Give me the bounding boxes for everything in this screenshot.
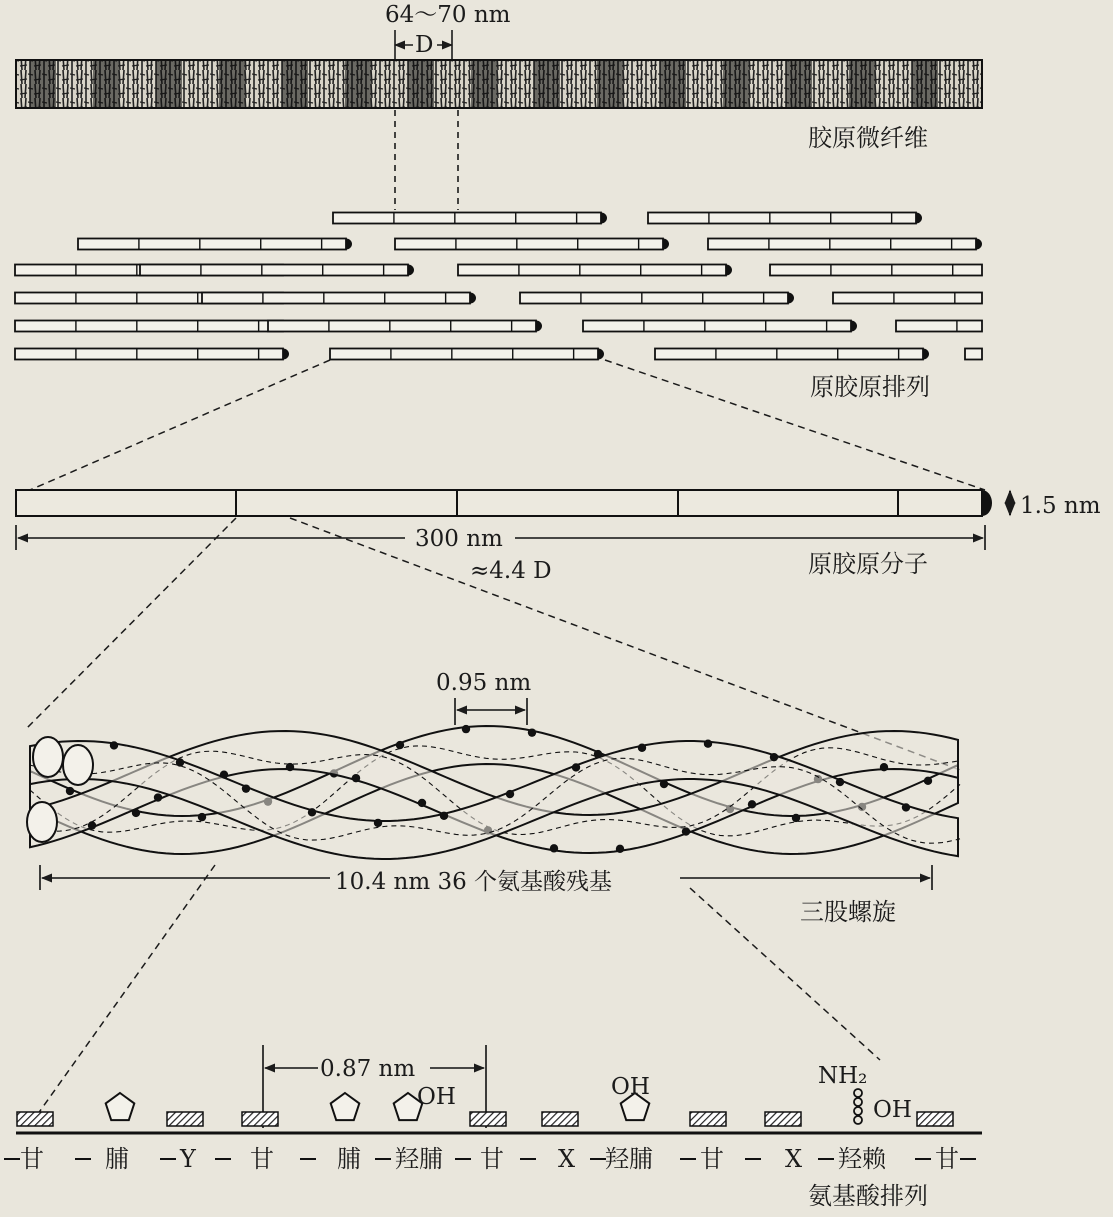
residue-dot [770,753,778,761]
molecule-head [923,349,929,360]
zoom-line-left-1 [30,360,330,490]
lysine-chain-link [854,1116,862,1124]
molecule-section [16,490,1101,770]
residue-dot [704,740,712,748]
tropocollagen-molecule [202,293,476,304]
label-molecule: 原胶原分子 [808,550,928,578]
side-chain-small [765,1112,801,1126]
tropocollagen-molecule [648,213,922,224]
microfibril-section [16,2,982,210]
residue-dot [880,763,888,771]
side-chain-small [690,1112,726,1126]
molecule-head [346,239,352,250]
molecule-outline [333,213,601,224]
side-chain-small [167,1112,203,1126]
residue-dot [198,813,206,821]
helix-end-cap [33,737,63,777]
residue-dot [682,827,690,835]
molecule-head [470,293,476,304]
microfibril-dark-band [786,61,812,107]
lysine-chain-link [854,1098,862,1106]
side-chain-small [470,1112,506,1126]
residue-7: X [558,1145,576,1173]
side-group-oh-2: OH [611,1074,650,1100]
arrangement-section [15,213,985,491]
molecule-outline [833,293,982,304]
residue-10: X [785,1145,803,1173]
residue-2: Y [180,1145,196,1173]
residue-dot [176,758,184,766]
sequence-section [4,1045,982,1210]
residue-dot [352,774,360,782]
residue-dot [748,800,756,808]
residue-5: 羟脯 [395,1145,443,1173]
residue-9: 甘 [700,1145,724,1173]
molecule-end-cap [982,490,992,516]
lysine-chain-link [854,1107,862,1115]
residue-rise-value: 0.95 nm [436,670,532,696]
microfibril-dark-band [534,61,560,107]
tropocollagen-molecule [395,239,669,250]
side-group-nh2: NH₂ [818,1063,868,1089]
molecule-outline [15,349,283,360]
residue-dot [242,784,250,792]
molecule-outline [965,349,982,360]
tropocollagen-molecule [833,293,982,304]
residue-dot [374,819,382,827]
side-group-oh-3: OH [873,1097,912,1123]
period-symbol: D [415,32,434,58]
tropocollagen-molecule [708,239,982,250]
tropocollagen-molecule [965,349,982,360]
tropocollagen-molecule [520,293,794,304]
tropocollagen-molecule [15,349,289,360]
residue-8: 羟脯 [605,1145,653,1173]
residue-0: 甘 [20,1145,44,1173]
side-chain-small [17,1112,53,1126]
residue-dot [638,744,646,752]
molecule-head [601,213,607,224]
label-arrangement: 原胶原排列 [810,373,930,401]
molecule-head [283,349,289,360]
molecule-head [726,265,732,276]
side-group-oh-1: OH [417,1084,456,1110]
residue-dot [110,741,118,749]
residue-dot [88,821,96,829]
length-in-d: ≈4.4 D [470,558,552,584]
molecule-outline [140,265,408,276]
molecule-outline [458,265,726,276]
helix-end-cap [27,802,57,842]
lysine-chain-link [854,1089,862,1097]
molecule-head [976,239,982,250]
side-chain-small [542,1112,578,1126]
residue-dot [462,725,470,733]
molecule-head [598,349,604,360]
residue-11: 羟赖 [838,1145,886,1173]
molecule-outline [583,321,851,332]
tropocollagen-molecule [458,265,732,276]
residue-6: 甘 [480,1145,504,1173]
diameter-value: 1.5 nm [1020,493,1101,519]
residue-dot [440,812,448,820]
microfibril-dark-bands [30,61,938,107]
tropocollagen-molecule [268,321,542,332]
microfibril-dark-band [408,61,434,107]
residue-dot [616,845,624,853]
helix-repeat-value: 10.4 nm 36 个氨基酸残基 [335,869,613,895]
molecule-head [851,321,857,332]
residue-sequence [4,1145,976,1173]
residue-12: 甘 [935,1145,959,1173]
residue-3: 甘 [250,1145,274,1173]
residue-dot [902,803,910,811]
side-chain-small [917,1112,953,1126]
tropocollagen-molecule [330,349,604,360]
side-chains [17,1089,953,1126]
molecule-outline [708,239,976,250]
microfibril-dark-band [660,61,686,107]
molecule-outline [202,293,470,304]
molecule-outline [520,293,788,304]
zoom-line-left-3 [30,865,215,1125]
proline-ring [331,1093,360,1120]
residue-dot [418,799,426,807]
microfibril-dark-band [156,61,182,107]
proline-ring [106,1093,135,1120]
molecule-outline [268,321,536,332]
residue-dot [528,728,536,736]
tropocollagen-molecule [655,349,929,360]
molecule-rod [16,490,982,516]
tripeptide-spacing-value: 0.87 nm [320,1056,416,1082]
residue-dot [154,793,162,801]
molecule-outline [896,321,982,332]
tropocollagen-rows [15,213,982,360]
molecule-head [408,265,414,276]
microfibril-dark-band [912,61,938,107]
residue-dot [550,844,558,852]
label-amino-acid-sequence: 氨基酸排列 [808,1182,928,1210]
molecule-head [536,321,542,332]
molecule-outline [78,239,346,250]
molecule-outline [15,321,283,332]
microfibril-dark-band [93,61,119,107]
length-value: 300 nm [415,526,503,552]
microfibril-dark-band [849,61,875,107]
tropocollagen-molecule [583,321,857,332]
tropocollagen-molecule [15,321,289,332]
residue-dot [924,777,932,785]
helix-end-cap [63,745,93,785]
period-label: 64～70 nm [385,2,511,28]
microfibril-dark-band [723,61,749,107]
molecule-outline [395,239,663,250]
tropocollagen-molecule [78,239,352,250]
tropocollagen-molecule [896,321,982,332]
molecule-outline [330,349,598,360]
tropocollagen-molecule [770,265,982,276]
triple-helix [27,725,960,859]
residue-dot [572,763,580,771]
residue-dot [308,808,316,816]
molecule-head [788,293,794,304]
residue-dot [506,790,514,798]
microfibril-dark-band [597,61,623,107]
microfibril-dark-band [345,61,371,107]
residue-dot [66,787,74,795]
side-chain-small [242,1112,278,1126]
molecule-head [663,239,669,250]
molecule-head [916,213,922,224]
microfibril-dark-band [30,61,56,107]
molecule-outline [648,213,916,224]
microfibril-dark-band [219,61,245,107]
molecule-outline [655,349,923,360]
microfibril-dark-band [471,61,497,107]
molecule-outline [770,265,982,276]
residue-4: 脯 [337,1145,361,1173]
microfibril-dark-band [282,61,308,107]
residue-1: 脯 [105,1145,129,1173]
triple-helix-section [27,670,960,1125]
residue-dot [836,778,844,786]
label-microfibril: 胶原微纤维 [808,124,928,152]
tropocollagen-molecule [140,265,414,276]
zoom-line-left-2 [25,518,236,730]
tropocollagen-molecule [333,213,607,224]
label-triple-helix: 三股螺旋 [800,898,896,926]
